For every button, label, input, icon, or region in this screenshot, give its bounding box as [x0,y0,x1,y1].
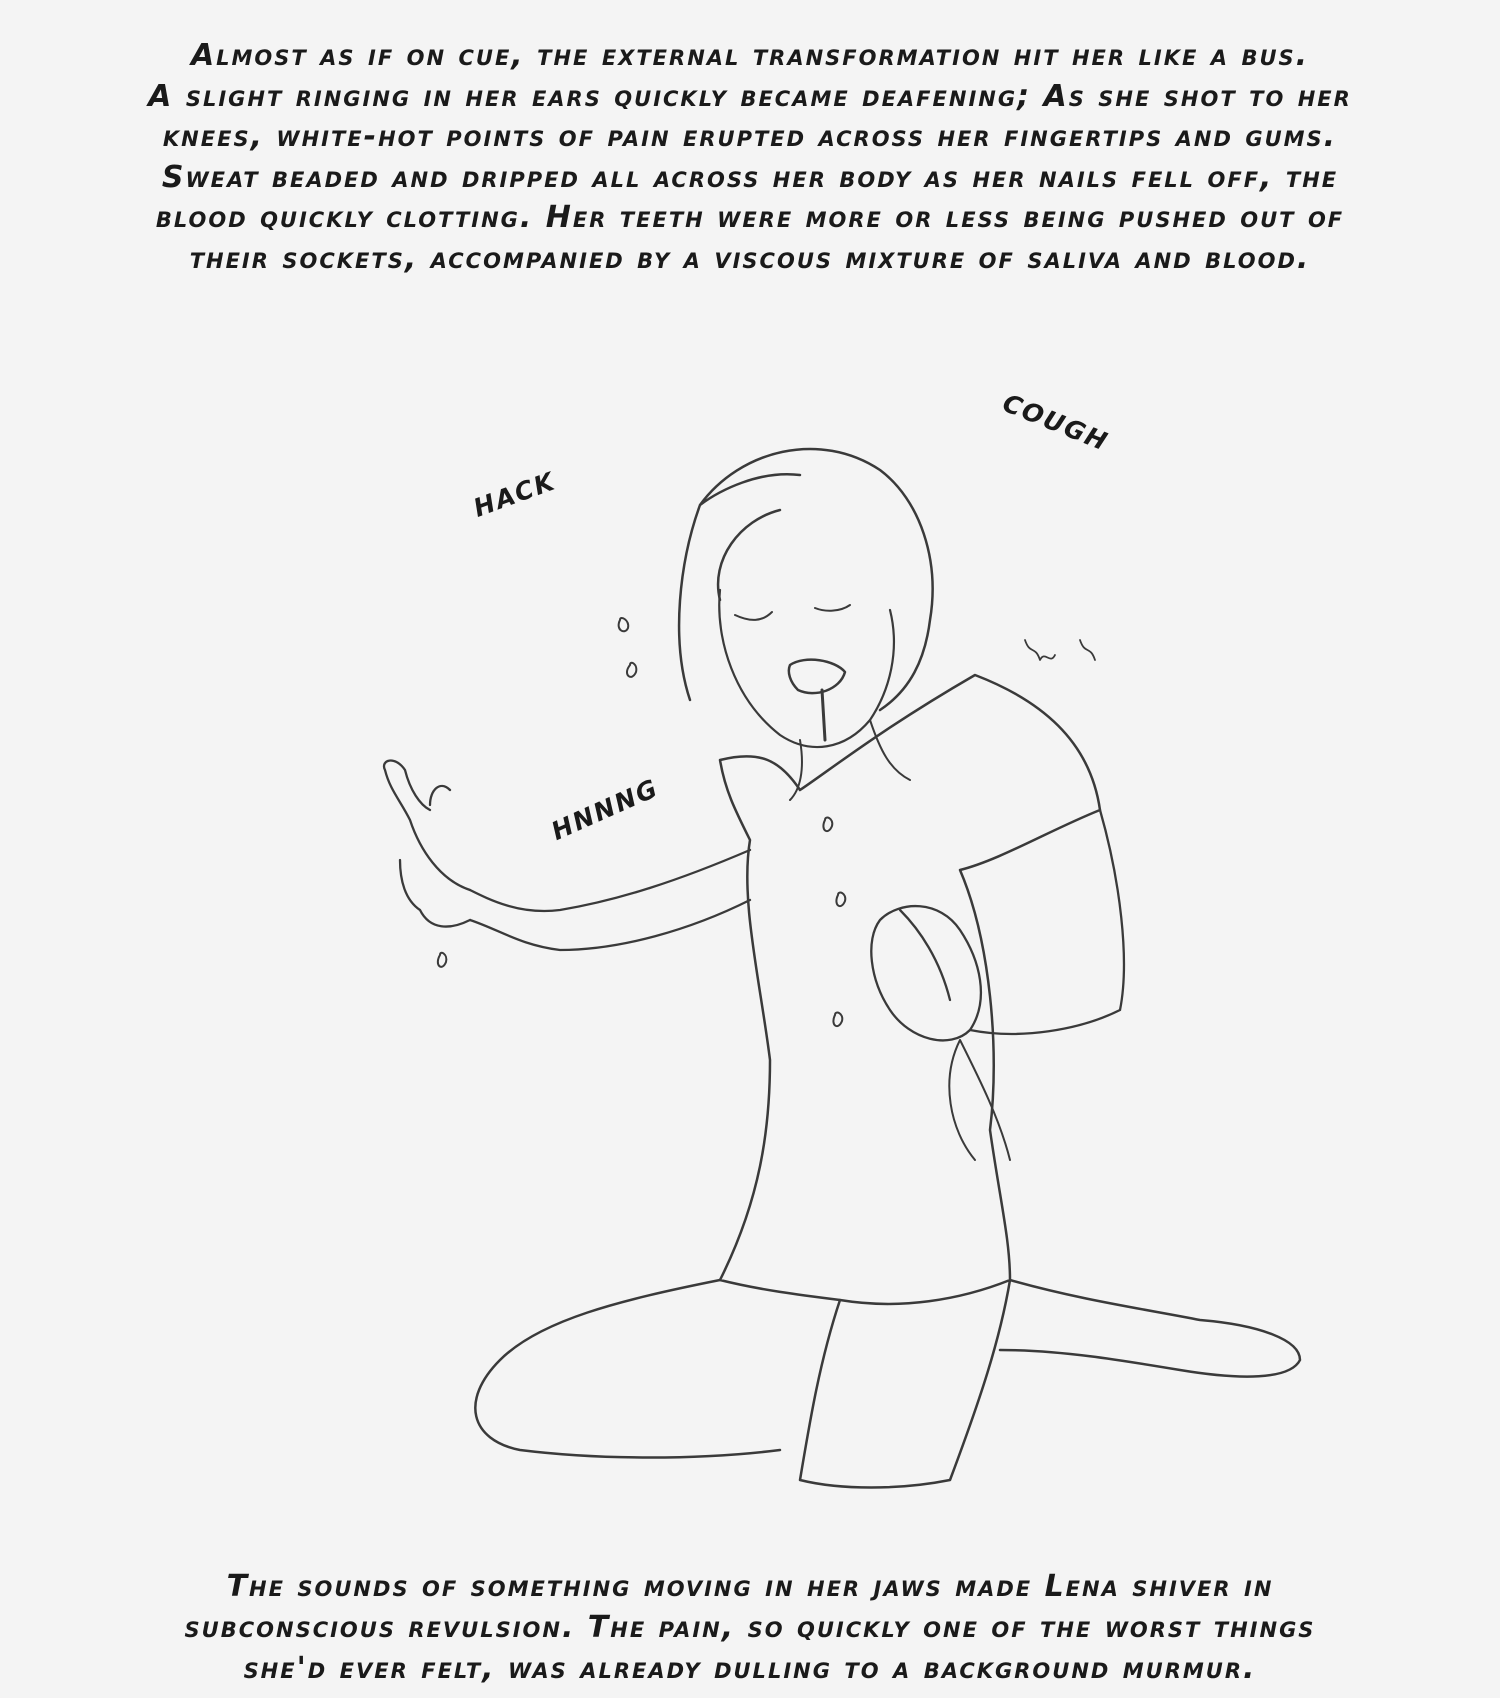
bottom-caption-line: she'd ever felt, was already dulling to a background murmur. [243,1651,1257,1686]
closed-eyes [735,605,850,620]
right-foot [1000,1280,1300,1377]
sweat-drop [836,893,845,907]
neck [790,720,910,800]
bottom-caption [0,1566,1500,1689]
top-caption-line: knees, white-hot points of pain erupted across her fingertips and gums. [162,119,1338,154]
top-caption-line: A slight ringing in her ears quickly became deafening; As she shot to her [148,78,1352,114]
bottom-caption-line: subconscious revulsion. The pain, so quickly one of the worst things [184,1610,1316,1645]
sound-effect-hack: HACK [469,466,560,523]
shirt-tie [949,1040,1010,1160]
shiver-marks [1025,640,1095,660]
sweat-drop [627,663,636,677]
bottom-caption-emphasis: something [470,1569,632,1604]
blood-drip [822,690,825,740]
sweat-drop [619,618,629,631]
face-outline [719,590,894,747]
left-arm [470,850,750,950]
bottom-caption-text: moving in her jaws made Lena shiver in [631,1569,1274,1604]
right-leg [800,1280,1010,1488]
right-hand [871,906,981,1040]
bottom-caption-text: The sounds of [226,1569,471,1604]
left-leg [475,1280,780,1458]
sweat-drop [438,953,446,967]
right-forearm [970,810,1124,1034]
sweat-drop [833,1013,842,1027]
top-caption-line: their sockets, accompanied by a viscous mixture of saliva and blood. [189,240,1311,276]
sound-effect-hnnng: HNNNG [547,773,664,846]
top-caption-line: blood quickly clotting. Her teeth were more or less being pushed out of [155,200,1345,235]
top-caption-line: Almost as if on cue, the external transformation hit her like a bus. [190,38,1310,73]
hair-outline [679,449,932,710]
sound-effect-cough: COUGH [998,388,1113,457]
left-hand [384,761,470,927]
bottom-caption-line [0,1566,1500,1607]
shirt-outline [720,675,1100,1304]
open-mouth [789,660,845,693]
sweat-drop [823,818,832,832]
top-caption-line: Sweat beaded and dripped all across her body as her nails fell off, the [161,159,1339,195]
